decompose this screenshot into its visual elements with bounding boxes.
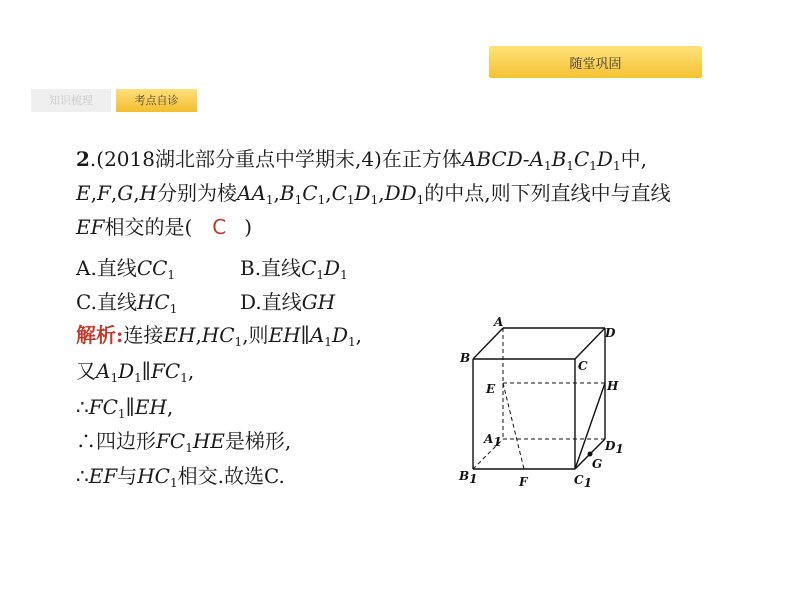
- option-a: A.直线$CC_1$: [76, 256, 176, 282]
- question-line-3: EF相交的是( C ): [76, 215, 253, 239]
- edge-CD: [575, 328, 605, 359]
- solution-line-5: ∴EF与$HC_1$相交.故选C.: [76, 464, 285, 490]
- edge-BA: [473, 328, 503, 359]
- segment-EF: [503, 383, 524, 469]
- question-number: 2: [76, 147, 90, 171]
- label-H: H: [607, 379, 619, 393]
- answer-text: C: [212, 215, 227, 239]
- solution-line-4: ∴四边形$FC_1HE$是梯形,: [76, 429, 292, 455]
- option-c: C.直线$HC_1$: [76, 290, 178, 316]
- label-E: E: [486, 382, 496, 396]
- solution-line-1: 解析:连接$EH,HC_1$,则$EH\parallel A_1D_1$,: [76, 323, 362, 349]
- option-b: B.直线$C_1D_1$: [240, 256, 348, 282]
- option-d: D.直线GH: [240, 290, 336, 314]
- tab-knowledge-label: 知识梳理: [49, 94, 93, 107]
- label-F: F: [519, 475, 528, 489]
- point-G: [588, 452, 593, 457]
- label-A: A: [494, 315, 504, 329]
- section-tab-label: 随堂巩固: [569, 57, 622, 72]
- label-D: D: [605, 326, 616, 340]
- label-D1: D1: [605, 439, 624, 456]
- tab-self-test-label: 考点自诊: [134, 94, 179, 107]
- solution-line-2: 又$A_1D_1\parallel FC_1$,: [76, 359, 195, 385]
- question-line-1: 2.(2018湖北部分重点中学期末,4)在正方体ABCD-$A_1B_1C_1D_1$中,: [76, 147, 647, 173]
- label-C1: C1: [574, 473, 592, 490]
- solution-label: 解析:: [76, 323, 124, 347]
- label-G: G: [592, 457, 603, 471]
- question-line-2: E,F,G,H分别为棱$AA_1,B_1C_1,C_1D_1,DD_1$的中点,则下列直线中与直线: [76, 181, 671, 207]
- label-A1: A1: [484, 432, 502, 449]
- label-C: C: [578, 359, 588, 373]
- question-source: .(2018湖北部分重点中学期末,4)在正方体: [89, 147, 462, 171]
- label-B1: B1: [459, 469, 478, 486]
- label-B: B: [460, 351, 471, 365]
- solution-line-3: $\therefore FC_1\parallel EH$,: [76, 395, 174, 421]
